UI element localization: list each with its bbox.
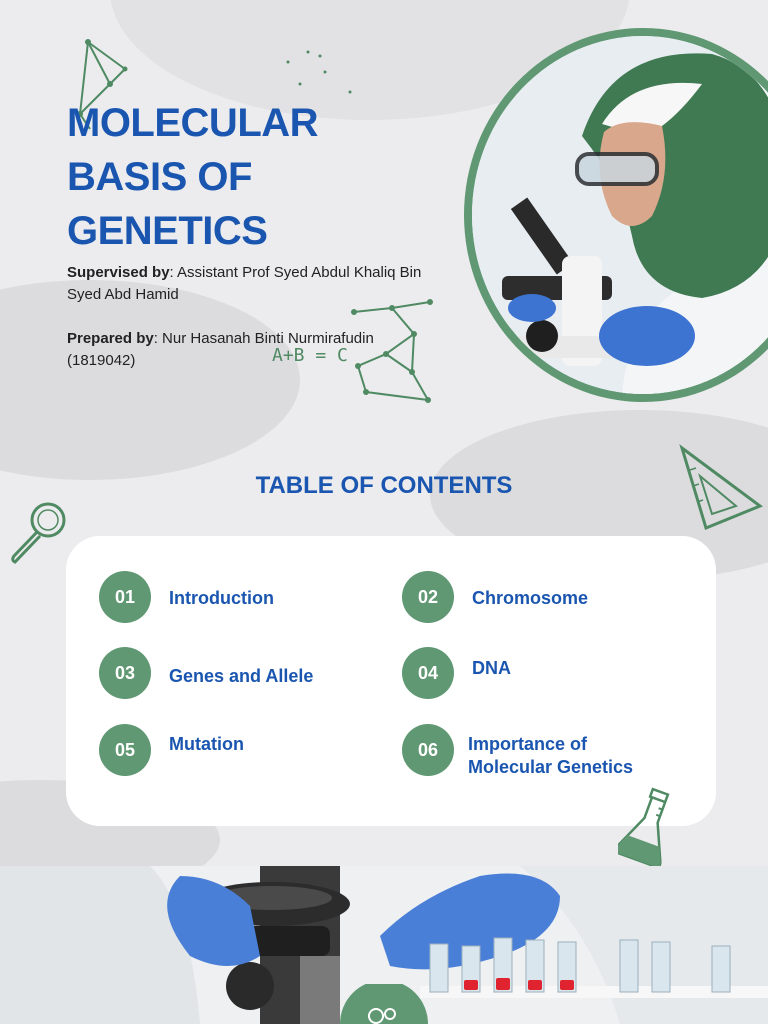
constellation-icon: [346, 296, 442, 406]
toc-item-mutation[interactable]: Mutation: [169, 734, 244, 754]
page-title: MOLECULAR BASIS OF GENETICS: [67, 101, 319, 253]
dna-badge-icon: [340, 984, 428, 1024]
toc-number-02: 02: [402, 571, 454, 623]
flask-icon: [618, 786, 680, 866]
triangle-ruler-icon: [676, 440, 764, 532]
toc-number-03: 03: [99, 647, 151, 699]
prepared-by-label: Prepared by: [67, 330, 154, 347]
supervised-by-value: : Assistant Prof Syed Abdul Khaliq Bin Syed Abd Hamid: [67, 264, 422, 303]
toc-item-introduction[interactable]: Introduction: [169, 588, 274, 608]
toc-number-01: 01: [99, 571, 151, 623]
equation-doodle: A+B = C: [272, 345, 348, 366]
magnifier-icon: [8, 500, 70, 566]
toc-number-05: 05: [99, 724, 151, 776]
prepared-by-value: : Nur Hasanah Binti Nurmirafudin (1819042): [67, 330, 374, 369]
supervised-by-label: Supervised by: [67, 264, 170, 281]
toc-title: TABLE OF CONTENTS: [255, 472, 513, 499]
toc-item-importance-of-molecular-genetics[interactable]: Importance of Molecular Genetics: [468, 734, 634, 777]
toc-card: [66, 536, 716, 826]
toc-item-dna[interactable]: DNA: [472, 658, 511, 678]
toc-item-genes-and-allele[interactable]: Genes and Allele: [169, 666, 314, 686]
bg-blob-left: [0, 280, 300, 480]
toc-number-04: 04: [402, 647, 454, 699]
toc-item-chromosome[interactable]: Chromosome: [472, 588, 589, 608]
toc-number-06: 06: [402, 724, 454, 776]
